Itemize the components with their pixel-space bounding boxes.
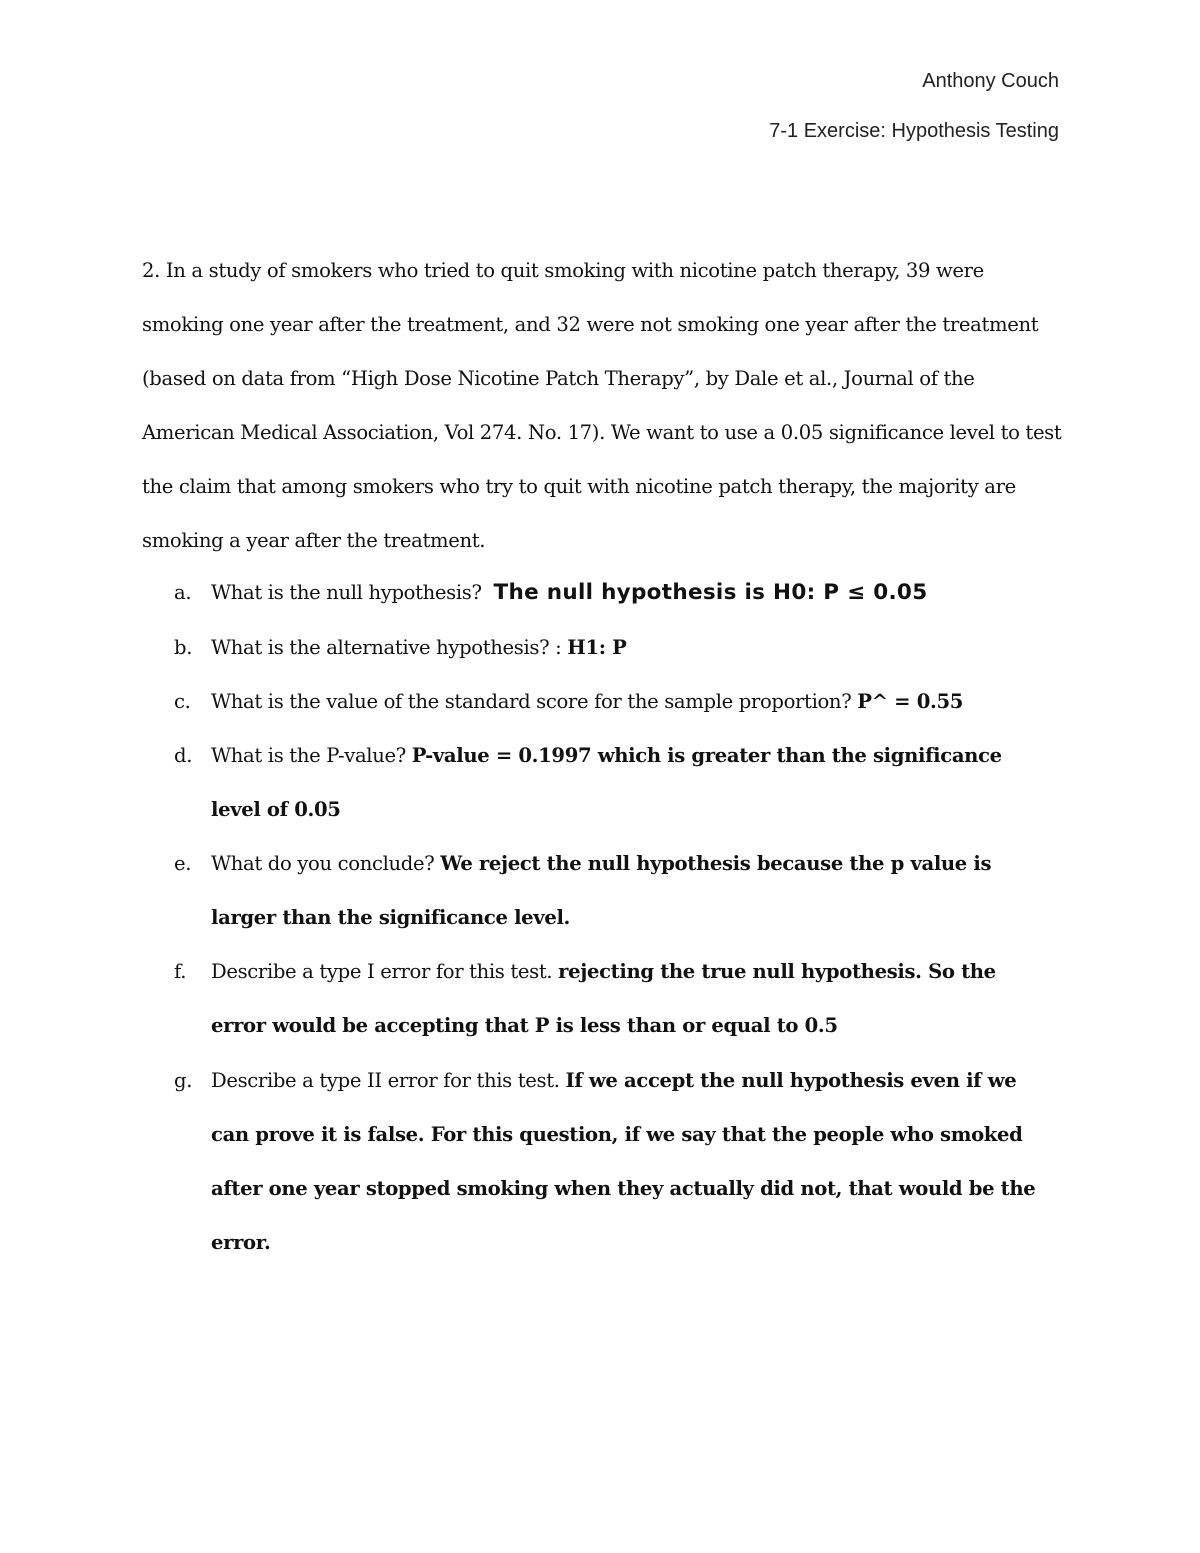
author-name: Anthony Couch (922, 70, 1059, 92)
answer-text: We reject the null hypothesis because the p value is larger than the significance level. (211, 852, 992, 929)
question-letter: b. (174, 636, 193, 659)
problem-statement (142, 244, 1062, 568)
assignment-title: 7-1 Exercise: Hypothesis Testing (769, 120, 1059, 142)
answer-text: If we accept the null hypothesis even if we can prove it is false. For this question, if we say that the people who smoked after one year stopped smoking when they actually did not, that would be the error. (211, 1069, 1036, 1254)
question-letter: c. (174, 690, 191, 713)
question-text: Describe a type I error for this test. (211, 960, 553, 983)
question-text: Describe a type II error for this test. (211, 1069, 560, 1092)
question-text: What is the alternative hypothesis? : (211, 636, 562, 659)
question-letter: e. (174, 852, 192, 875)
problem-text: 2. In a study of smokers who tried to quit smoking with nicotine patch therapy, 39 were smoking one year after the treatment, and 32 were not smoking one year after the treatment (based on data from “High Dose Nicotine Patch Therapy”, by Dale et al., Journal of the American Medical Association, Vol 274. No. 17). We want to use a 0.05 significance level to test the claim that among smokers who try to quit with nicotine patch therapy, the majority are smoking a year after the treatment. (142, 259, 1062, 552)
question-item-b (174, 621, 1054, 675)
question-item-f (174, 945, 1054, 1053)
question-letter: g. (174, 1069, 193, 1092)
answer-text: H1: P (567, 636, 627, 659)
question-item-c (174, 675, 1054, 729)
question-letter: d. (174, 744, 193, 767)
question-item-a (174, 566, 1054, 620)
question-item-g (174, 1054, 1054, 1270)
question-letter: a. (174, 581, 192, 604)
question-text: What is the P-value? (211, 744, 406, 767)
question-text: What is the null hypothesis? (211, 581, 482, 604)
answer-text: The null hypothesis is H0: P ≤ 0.05 (493, 580, 928, 605)
answer-text: P-value = 0.1997 which is greater than the significance level of 0.05 (211, 744, 1002, 821)
question-item-d (174, 729, 1054, 837)
question-letter: f. (174, 960, 187, 983)
answer-text: rejecting the true null hypothesis. So the error would be accepting that P is less than or equal to 0.5 (211, 960, 996, 1037)
question-item-e (174, 837, 1054, 945)
answer-text: P^ = 0.55 (857, 690, 964, 713)
question-text: What do you conclude? (211, 852, 435, 875)
question-text: What is the value of the standard score for the sample proportion? (211, 690, 852, 713)
